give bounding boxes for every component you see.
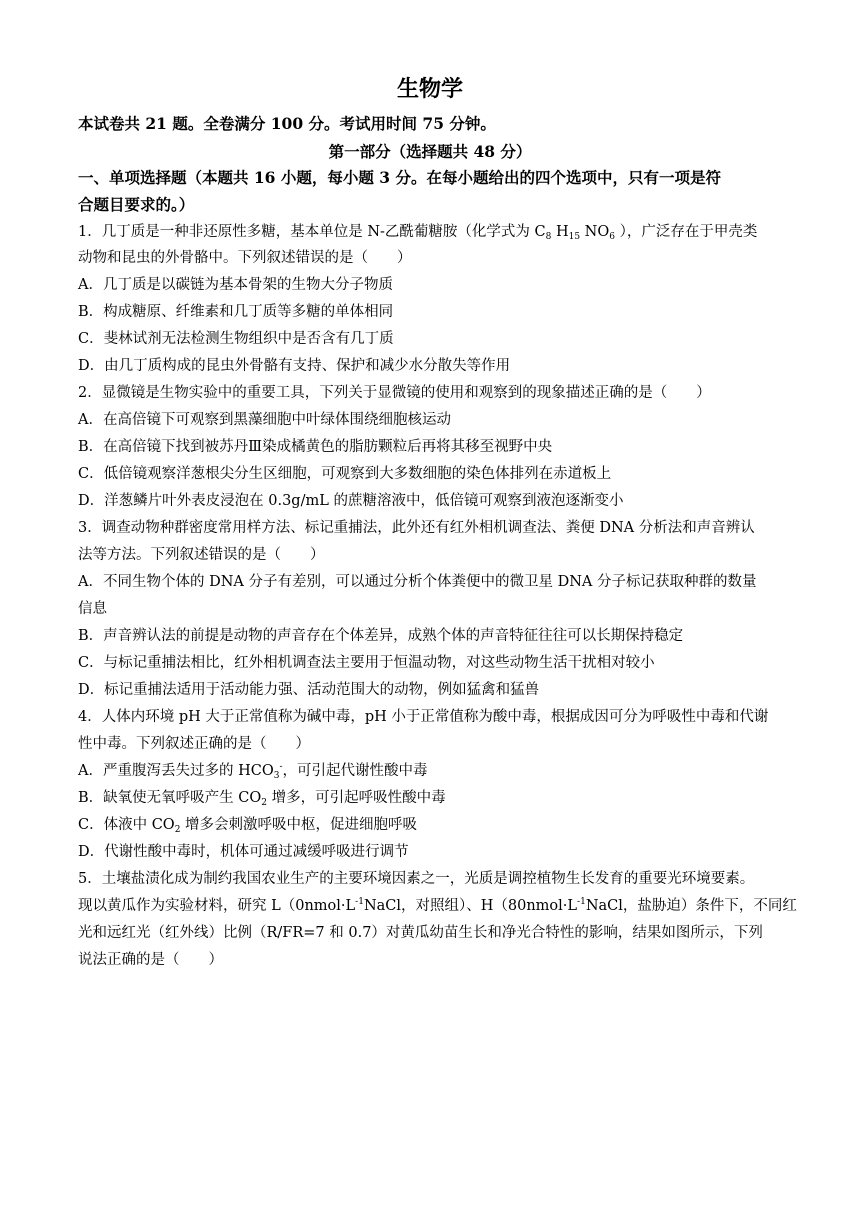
- q1-option-d: D．由几丁质构成的昆虫外骨骼有支持、保护和减少水分散失等作用: [78, 358, 511, 374]
- q4-stem-line2: 性中毒。下列叙述正确的是（ ）: [78, 736, 310, 752]
- q1-option-c: C．斐林试剂无法检测生物组织中是否含有几丁质: [78, 331, 394, 347]
- q4-option-c: C．体液中 $CO_2$ 增多会刺激呼吸中枢，促进细胞呼吸: [78, 817, 418, 835]
- q3-option-a-line2: 信息: [78, 601, 107, 617]
- q2-stem: 2．显微镜是生物实验中的重要工具，下列关于显微镜的使用和观察到的现象描述正确的是（ ）: [78, 385, 711, 401]
- section-heading-line1: 一、单项选择题（本题共 16 小题，每小题 3 分。在每小题给出的四个选项中，只有一项是符: [78, 168, 721, 187]
- q5-stem-line3: 光和远红光（红外线）比例（R/FR=7 和 0.7）对黄瓜幼苗生长和净光合特性的影响，结果如图所示，下列: [78, 925, 763, 941]
- q4-option-d: D．代谢性酸中毒时，机体可通过减缓呼吸进行调节: [78, 844, 409, 860]
- q5-stem-line2: 现以黄瓜作为实验材料，研究 $L(0nmol\cdot L^{-1}NaCl$，对照组）、$H(80nmol\cdot L^{-1}NaCl$，盐胁迫）条件下，不同红: [78, 897, 797, 914]
- section-heading-line2: 合题目要求的。）: [78, 195, 195, 214]
- part-heading: 第一部分（选择题共 48 分）: [328, 142, 532, 161]
- q4-option-a: A．严重腹泻丢失过多的 $HCO_3^-$，可引起代谢性酸中毒: [78, 762, 428, 781]
- q3-option-a-line1: A．不同生物个体的 DNA 分子有差别，可以通过分析个体粪便中的微卫星 DNA 分子标记获取种群的数量: [78, 574, 757, 590]
- q3-stem-line1: 3．调查动物种群密度常用样方法、标记重捕法，此外还有红外相机调查法、粪便 DNA 分析法和声音辨认: [78, 520, 755, 536]
- q3-stem-line2: 法等方法。下列叙述错误的是（ ）: [78, 547, 325, 563]
- q5-stem-line4: 说法正确的是（ ）: [78, 952, 223, 968]
- q5-stem-line1: 5．土壤盐渍化成为制约我国农业生产的主要环境因素之一，光质是调控植物生长发育的重要光环境要素。: [78, 871, 755, 887]
- q2-option-d: D．洋葱鳞片叶外表皮浸泡在 0.3g/mL 的蔗糖溶液中，低倍镜可观察到液泡逐渐变小: [78, 493, 624, 509]
- q1-option-a: A．几丁质是以碳链为基本骨架的生物大分子物质: [78, 277, 393, 293]
- q1-stem-line2: 动物和昆虫的外骨骼中。下列叙述错误的是（ ）: [78, 250, 412, 266]
- q2-option-b: B．在高倍镜下找到被苏丹Ⅲ染成橘黄色的脂肪颗粒后再将其移至视野中央: [78, 439, 553, 455]
- q1-stem-line1: 1．几丁质是一种非还原性多糖，基本单位是 N-乙酰葡糖胺（化学式为 $C_8$ $H_{15}$ $NO_6$ ），广泛存在于甲壳类: [78, 224, 758, 242]
- page-title: 生物学: [396, 76, 463, 102]
- q2-option-a: A．在高倍镜下可观察到黑藻细胞中叶绿体围绕细胞核运动: [78, 412, 451, 428]
- q3-option-c: C．与标记重捕法相比，红外相机调查法主要用于恒温动物，对这些动物生活干扰相对较小: [78, 655, 655, 671]
- q1-option-b: B．构成糖原、纤维素和几丁质等多糖的单体相同: [78, 304, 394, 320]
- q4-stem-line1: 4．人体内环境 pH 大于正常值称为碱中毒，pH 小于正常值称为酸中毒，根据成因可分为呼吸性中毒和代谢: [78, 709, 769, 725]
- exam-intro: 本试卷共 21 题。全卷满分 100 分。考试用时间 75 分钟。: [78, 114, 496, 133]
- q3-option-d: D．标记重捕法适用于活动能力强、活动范围大的动物，例如猛禽和猛兽: [78, 682, 540, 698]
- q3-option-b: B．声音辨认法的前提是动物的声音存在个体差异，成熟个体的声音特征往往可以长期保持稳定: [78, 628, 684, 644]
- q2-option-c: C．低倍镜观察洋葱根尖分生区细胞，可观察到大多数细胞的染色体排列在赤道板上: [78, 466, 612, 482]
- q4-option-b: B．缺氧使无氧呼吸产生 $CO_2$ 增多，可引起呼吸性酸中毒: [78, 790, 446, 808]
